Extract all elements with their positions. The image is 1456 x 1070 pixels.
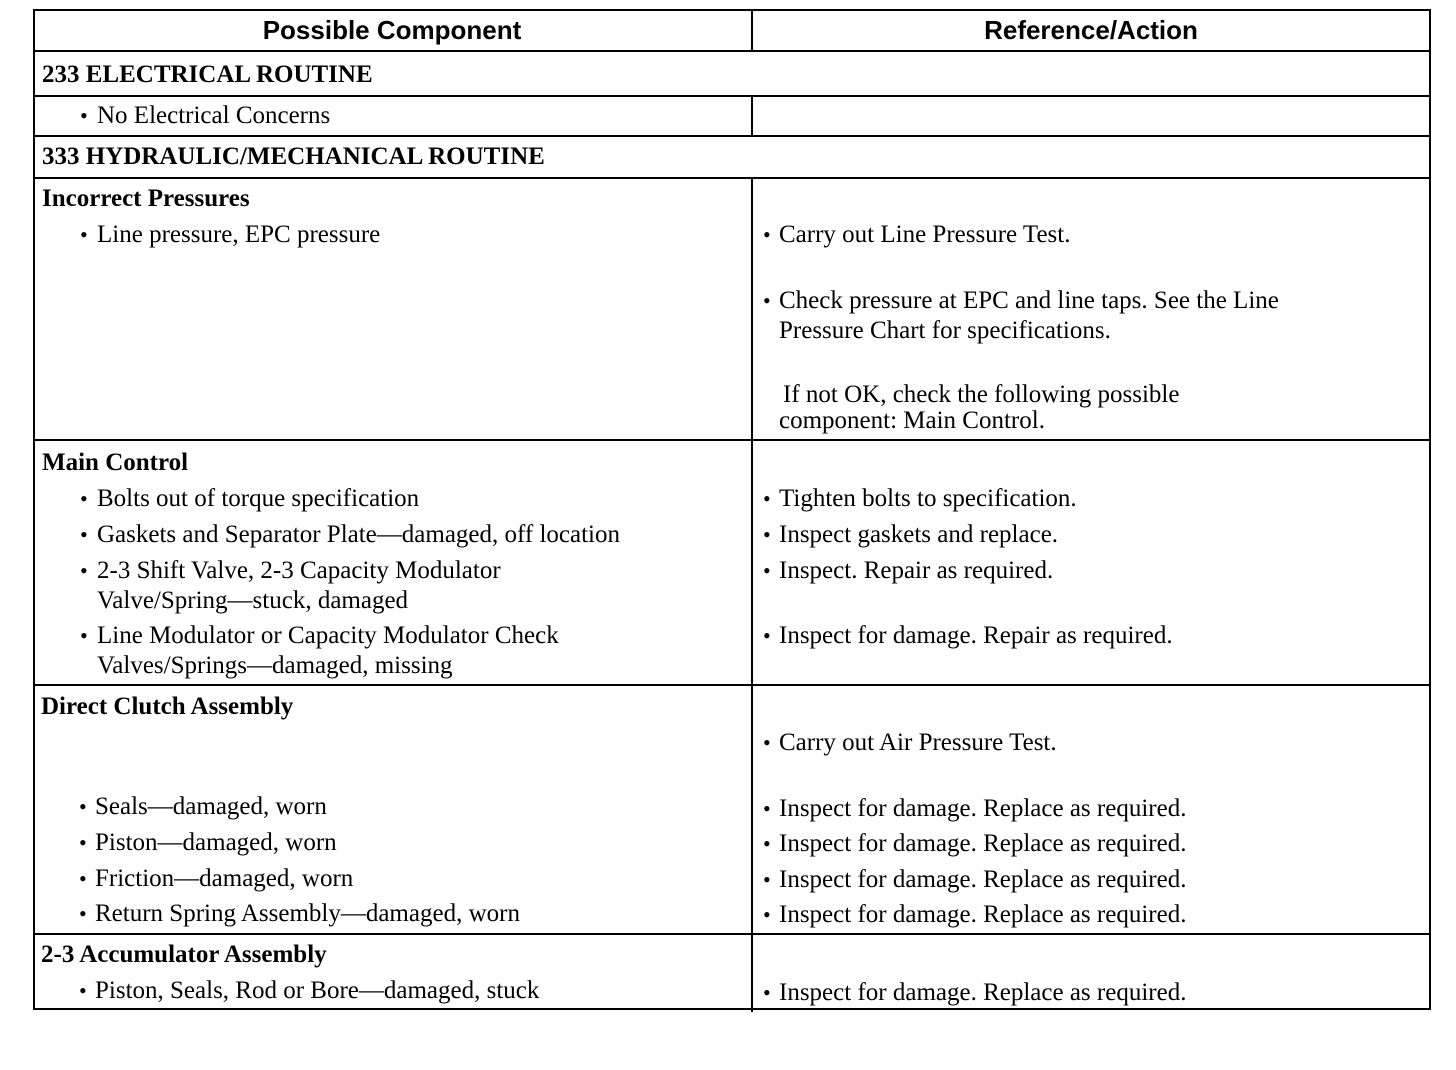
column-divider (751, 177, 753, 1012)
bullet-icon: • (80, 623, 88, 648)
list-item-continued: Valves/Springs—damaged, missing (97, 652, 453, 679)
bullet-icon: • (763, 902, 771, 927)
bullet-icon: • (79, 794, 87, 819)
component-title: Main Control (42, 449, 189, 476)
bullet-icon: • (763, 730, 771, 755)
action-item: Carry out Air Pressure Test. (779, 729, 1057, 756)
action-item-continued: Pressure Chart for specifications. (779, 317, 1111, 344)
bullet-icon: • (79, 978, 87, 1003)
bullet-icon: • (763, 796, 771, 821)
bullet-icon: • (79, 830, 87, 855)
list-item: Friction—damaged, worn (95, 865, 354, 892)
bullet-icon: • (763, 623, 771, 648)
bullet-icon: • (763, 288, 771, 313)
bullet-icon: • (80, 558, 88, 583)
bullet-icon: • (80, 103, 88, 128)
bullet-icon: • (79, 901, 87, 926)
list-item: Line pressure, EPC pressure (97, 221, 381, 248)
bullet-icon: • (763, 486, 771, 511)
list-item: 2-3 Shift Valve, 2-3 Capacity Modulator (97, 557, 501, 584)
column-header-action: Reference/Action (984, 15, 1198, 45)
action-item: Carry out Line Pressure Test. (779, 221, 1071, 248)
list-item: Piston, Seals, Rod or Bore—damaged, stuck (95, 977, 540, 1004)
list-item: Return Spring Assembly—damaged, worn (95, 900, 520, 927)
list-item-continued: Valve/Spring—stuck, damaged (97, 587, 409, 614)
action-item: Inspect. Repair as required. (779, 557, 1054, 584)
note-text-continued: component: Main Control. (779, 407, 1045, 434)
column-divider (751, 95, 753, 135)
note-text: If not OK, check the following possible (783, 381, 1180, 408)
action-item: Check pressure at EPC and line taps. See the Line (779, 287, 1279, 314)
component-title: Incorrect Pressures (42, 185, 250, 212)
list-item: Piston—damaged, worn (95, 829, 337, 856)
bullet-icon: • (80, 486, 88, 511)
header-divider (35, 50, 1429, 52)
action-item: Inspect for damage. Repair as required. (779, 622, 1173, 649)
section-title-hydraulic: 333 HYDRAULIC/MECHANICAL ROUTINE (42, 143, 545, 170)
action-item: Inspect for damage. Replace as required. (779, 866, 1187, 893)
action-item: Inspect for damage. Replace as required. (779, 901, 1187, 928)
row-divider (35, 135, 1429, 137)
list-item: Line Modulator or Capacity Modulator Check (97, 622, 559, 649)
list-item: No Electrical Concerns (97, 102, 331, 129)
row-divider (35, 177, 1429, 179)
section-title-electrical: 233 ELECTRICAL ROUTINE (42, 61, 373, 88)
row-divider (35, 95, 1429, 97)
action-item: Inspect for damage. Replace as required. (779, 979, 1187, 1006)
row-divider (35, 684, 1429, 686)
bullet-icon: • (763, 831, 771, 856)
bullet-icon: • (763, 522, 771, 547)
action-item: Inspect for damage. Replace as required. (779, 795, 1187, 822)
action-item: Inspect gaskets and replace. (779, 521, 1059, 548)
component-title: Direct Clutch Assembly (41, 693, 294, 720)
bullet-icon: • (80, 222, 88, 247)
column-header-component: Possible Component (262, 15, 522, 45)
action-item: Inspect for damage. Replace as required. (779, 830, 1187, 857)
row-divider (35, 439, 1429, 441)
list-item: Seals—damaged, worn (95, 793, 327, 820)
bullet-icon: • (763, 980, 771, 1005)
bullet-icon: • (763, 222, 771, 247)
bullet-icon: • (763, 558, 771, 583)
list-item: Bolts out of torque specification (97, 485, 420, 512)
action-item: Tighten bolts to specification. (779, 485, 1077, 512)
component-title: 2-3 Accumulator Assembly (41, 941, 327, 968)
list-item: Gaskets and Separator Plate—damaged, off location (97, 521, 620, 548)
bullet-icon: • (79, 866, 87, 891)
bullet-icon: • (80, 522, 88, 547)
row-divider (35, 933, 1429, 935)
bullet-icon: • (763, 867, 771, 892)
